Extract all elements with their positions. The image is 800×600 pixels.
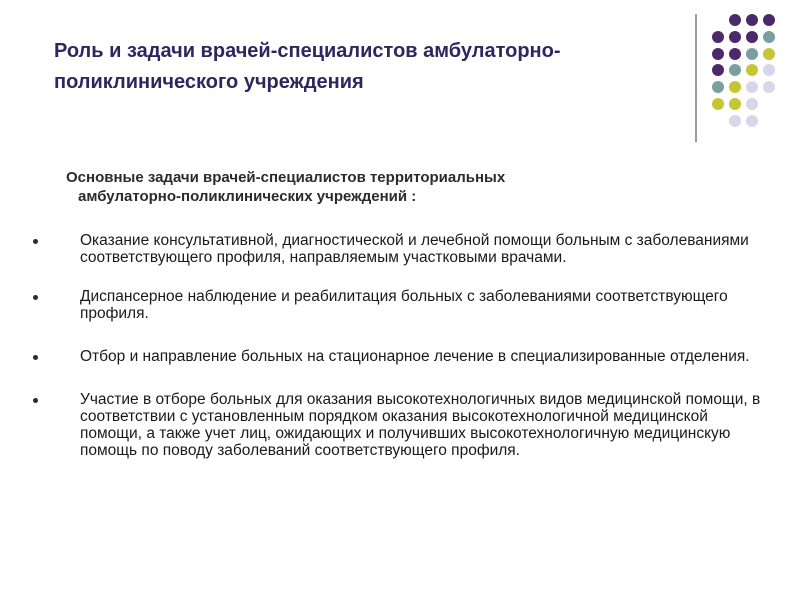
list-item-text: Оказание консультативной, диагностической и лечебной помощи больным с заболеваниями соответствующего профиля, направляемым участковыми врачами. [80,232,749,266]
list-item [30,348,770,365]
dot-pattern-decoration [0,0,800,140]
bullet-icon [33,295,38,300]
decor-dot [712,64,724,76]
decor-dot [712,98,724,110]
decor-dot [763,81,775,93]
decor-dot [746,31,758,43]
decor-dot [763,64,775,76]
decor-dot [746,64,758,76]
subtitle-line-1: Основные задачи врачей-специалистов территориальных [66,169,506,186]
decor-dot [763,48,775,60]
decor-dot [746,48,758,60]
list-item-text: Диспансерное наблюдение и реабилитация больных с заболеваниями соответствующего профиля. [80,288,728,322]
decor-dot [746,98,758,110]
decor-dot [729,115,741,127]
list-item-text: Участие в отборе больных для оказания высокотехнологичных видов медицинской помощи, в соответствии с установленным порядком оказания высокотехнологичной медицинской помощи, а также учет лиц, ожидающих и получивших высокотехнологичную медицинскую помощь по поводу заболеваний соответствующего профиля. [80,391,761,459]
list-item-text: Отбор и направление больных на стационарное лечение в специализированные отделения. [80,348,750,365]
list-item [30,391,770,459]
decor-dot [729,31,741,43]
decor-dot [712,81,724,93]
decor-dot [729,81,741,93]
subtitle-line-2: амбулаторно-поликлинических учреждений : [78,188,417,205]
decor-dot [729,64,741,76]
decor-dot [746,81,758,93]
bullet-icon [33,355,38,360]
tasks-list [30,232,770,459]
list-item [30,288,770,322]
slide-title: Роль и задачи врачей-специалистов амбулаторно-поликлинического учреждения [54,40,561,93]
decor-dot [763,31,775,43]
decor-dot [763,14,775,26]
bullet-icon [33,398,38,403]
bullet-icon [33,239,38,244]
list-item [30,232,770,266]
decor-dot [746,14,758,26]
section-subtitle [66,168,686,206]
decor-dot [729,98,741,110]
decor-dot [712,48,724,60]
decor-dot [729,14,741,26]
decor-dot [729,48,741,60]
decor-dot [712,31,724,43]
decor-dot [746,115,758,127]
